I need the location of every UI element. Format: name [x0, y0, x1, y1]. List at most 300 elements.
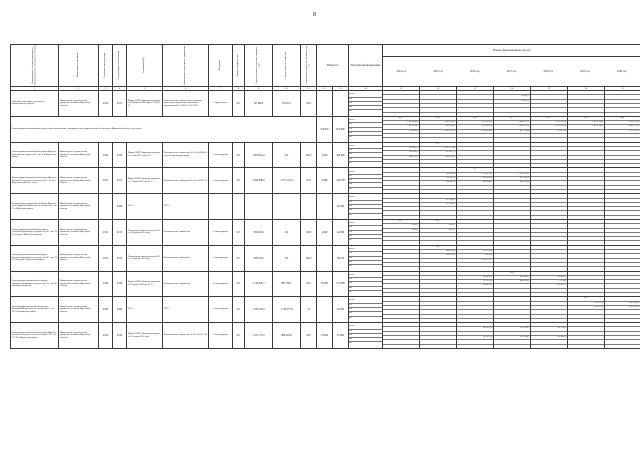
year-values — [457, 220, 494, 246]
fin-source-label: ФБ — [349, 257, 382, 261]
psd-details: Приказ ОГКУ Дирекция автодорог от 01 мая 2013 года № 35 — [127, 142, 163, 168]
column-number: 11 — [301, 86, 317, 91]
year-value — [605, 216, 640, 219]
object-name: Реконструкция автомобильной дороги Жигалово-Казачинское на участке км 67 - км 107 в Казачинском районе — [11, 297, 59, 323]
year-value — [605, 138, 640, 141]
year-2015: 2015 год — [433, 69, 443, 73]
year-value: 1 065 178,6 — [420, 147, 456, 151]
year-value-top: 5,3 — [457, 168, 493, 172]
year-value — [383, 293, 419, 296]
year-value — [494, 138, 530, 141]
fin-source-label: Всего — [349, 299, 382, 303]
year-values — [568, 116, 605, 142]
year-value: 672 589,6 — [494, 177, 530, 181]
fin-source-list — [349, 245, 383, 271]
year-values — [605, 194, 640, 220]
section-title: Реконструкция автомобильных дорог общего пользования, находящихся в государственной собственности Иркутской области, в том числе: — [11, 116, 317, 142]
year-value: 1 452 760,3 — [568, 121, 604, 125]
year-values — [457, 168, 494, 194]
fin-source-label: ФБ — [349, 205, 382, 209]
column-number: 12 — [317, 86, 333, 91]
ownership — [233, 194, 245, 220]
year-value-top: 39,3 — [531, 117, 567, 121]
fin-source-list — [349, 116, 383, 142]
object-name: Реконструкция автомобильной дороги Иркутск-Большое Голоустное на участке км 21 - км 25 в Иркутском районе (2 этап) — [11, 168, 59, 194]
year-value — [420, 164, 456, 167]
year-value: 1 086 171,8 — [605, 125, 640, 129]
year-value — [457, 267, 493, 270]
year-value — [568, 138, 604, 141]
year-values — [568, 91, 605, 117]
fin-source-label: ВБ — [349, 110, 352, 113]
year-values — [605, 323, 640, 349]
fin-source-label: ОБ — [349, 226, 382, 230]
column-number: 7 — [209, 86, 233, 91]
year-value — [605, 113, 640, 116]
year-value: 1 343 202,0 — [605, 302, 640, 306]
year-value: 257 877,3 — [420, 151, 456, 155]
capacity-unit: 3,000 — [317, 142, 333, 168]
psd-details: Приказ ОГКУ Дирекция автодорог от 10 ноября 2016 года — [127, 323, 163, 349]
year-value: 73 194,8 — [531, 280, 567, 284]
year-value: 182 613,8 — [457, 336, 493, 340]
year-values — [383, 245, 420, 271]
fin-source-label: ОБ — [349, 175, 382, 179]
year-value-top: 4,9 — [383, 220, 419, 224]
expertise-details: Положительное заключение № 38-1-4-0177-16 — [163, 323, 209, 349]
work-type — [209, 194, 233, 220]
investment-program-table — [10, 44, 640, 349]
year-values — [457, 323, 494, 349]
fin-source-label: ФБ — [349, 128, 382, 132]
psd-details: Распоряжение министерства № 03 от 18 декабря 2014 года — [127, 220, 163, 246]
fin-source-label: Всего — [349, 196, 382, 200]
psd-details: 2017 г. — [127, 297, 163, 323]
year-value: 56 201,2 — [494, 95, 530, 99]
year-values — [494, 220, 531, 246]
year-value — [605, 164, 640, 167]
year-value: 5 626,2 — [383, 229, 419, 233]
year-values — [494, 91, 531, 117]
end-year: 2017 — [113, 91, 127, 117]
year-value: 1 460 373,2 — [494, 121, 530, 125]
readiness: 100,0 — [301, 142, 317, 168]
year-values — [531, 116, 568, 142]
year-value — [568, 113, 604, 116]
year-values — [531, 142, 568, 168]
fin-source-label: ВБ — [349, 161, 352, 164]
estimate-cost — [245, 194, 273, 220]
capacity-unit: 35,000 — [317, 271, 333, 297]
year-values — [494, 194, 531, 220]
year-values — [531, 245, 568, 271]
column-number: 21 — [605, 86, 640, 91]
fin-source-label: ВБ — [349, 213, 352, 216]
start-year: 2015 — [99, 245, 113, 271]
fin-source-label: МБ — [349, 106, 382, 110]
psd-details: 2017 г. — [127, 194, 163, 220]
page-number: 8 — [313, 12, 316, 18]
object-row — [11, 297, 640, 323]
year-value — [605, 267, 640, 270]
header-readiness: Техническая готовность на начало года, % — [301, 45, 317, 87]
year-value — [494, 113, 530, 116]
year-value: 161 063,0 — [420, 177, 456, 181]
object-row — [11, 168, 640, 194]
end-year: 2018 — [113, 271, 127, 297]
fin-source-list — [349, 297, 383, 323]
year-value — [457, 113, 493, 116]
year-values — [568, 271, 605, 297]
year-values — [494, 323, 531, 349]
year-value — [457, 345, 493, 348]
year-value — [531, 113, 567, 116]
column-number: 10 — [273, 86, 301, 91]
year-value-top: 1,4 — [568, 117, 604, 121]
fin-source-label: ВБ — [349, 342, 352, 345]
fin-source-label: МБ — [349, 158, 382, 162]
year-value: 506 769,2 — [383, 156, 419, 160]
year-values — [494, 168, 531, 194]
year-values — [420, 220, 457, 246]
fin-source-label: ФБ — [349, 231, 382, 235]
fin-source-label: Всего — [349, 222, 382, 226]
fin-source-label: МБ — [349, 183, 382, 187]
year-values — [383, 142, 420, 168]
year-value: 227 985,2 — [420, 203, 456, 207]
capacity-plan: 97,000 — [333, 323, 349, 349]
year-value: 486 024,2 — [494, 280, 530, 284]
start-year: 2019 — [99, 297, 113, 323]
capacity-plan — [333, 91, 349, 117]
year-value — [531, 267, 567, 270]
year-values — [457, 271, 494, 297]
capacity-plan: 852,690 — [333, 116, 349, 142]
column-number: 16 — [420, 86, 457, 91]
section-row — [11, 116, 640, 142]
remaining-cost: 1 075 123,4 — [273, 168, 301, 194]
fin-source-label: МБ — [349, 338, 382, 342]
fin-source-label: ОБ — [349, 123, 382, 127]
year-values — [420, 116, 457, 142]
work-type: Реконструкция — [209, 297, 233, 323]
year-value-top: 20,9 — [568, 297, 604, 301]
year-values — [531, 271, 568, 297]
year-value — [605, 241, 640, 244]
work-type: Строительство — [209, 91, 233, 117]
year-value: 134 521,0 — [531, 130, 567, 134]
object-row — [11, 245, 640, 271]
year-value: 3 016 257,0 — [420, 130, 456, 134]
fin-source-label: ВБ — [349, 136, 352, 139]
customer: Министерство строительства, дорожного хозяйства Иркутской области — [59, 297, 99, 323]
fin-source-list — [349, 142, 383, 168]
year-value — [531, 293, 567, 296]
readiness: 59,9 — [301, 91, 317, 117]
end-year: 2015 — [113, 220, 127, 246]
header-psd: Реквизиты ПСД — [127, 45, 163, 87]
year-value-top: 38,0 — [605, 117, 640, 121]
year-values — [420, 142, 457, 168]
capacity-plan: 157,000 — [333, 271, 349, 297]
header-ownership: Форма собственности — [233, 45, 245, 87]
customer: Министерство строительства, дорожного хозяйства Иркутской области — [59, 245, 99, 271]
year-values — [494, 142, 531, 168]
year-2020: 2020 год — [616, 69, 627, 73]
column-number: 14 — [349, 86, 383, 91]
year-values — [420, 168, 457, 194]
year-2018: 2018 год — [543, 69, 553, 73]
object-name: Устройство мостовых переходов на автомобильных дорогах — [11, 91, 59, 117]
year-value: 4 914,9 — [457, 254, 493, 258]
year-value-top: 23,8 — [457, 117, 493, 121]
object-name: Реконструкция автомобильной дороги Тулюшка-Бурхайбарс на участке км 173 - км 195 в Куйтунском районе — [11, 271, 59, 297]
column-number: 18 — [494, 86, 531, 91]
fin-source-label: ОБ — [349, 278, 382, 282]
year-values — [568, 194, 605, 220]
year-values — [420, 91, 457, 117]
fin-source-label: ОБ — [349, 252, 382, 256]
column-number: 5 — [127, 86, 163, 91]
column-number: 13 — [333, 86, 349, 91]
year-value — [568, 319, 604, 322]
year-values — [605, 91, 640, 117]
end-year: 2017 — [113, 168, 127, 194]
year-value — [457, 138, 493, 141]
year-value: 150 403,8 — [420, 181, 456, 185]
year-value: 001 244,0 — [494, 130, 530, 134]
year-value: 1 453 262,9 — [531, 121, 567, 125]
fin-source-label: ВБ — [349, 290, 352, 293]
work-type: Реконструкция — [209, 271, 233, 297]
year-2017: 2017 год — [506, 69, 517, 73]
fin-source-list — [349, 168, 383, 194]
year-value — [605, 190, 640, 193]
customer: Министерство строительства, дорожного хозяйства Иркутской области — [59, 220, 99, 246]
fin-source-label: Всего — [349, 119, 382, 123]
year-values — [383, 323, 420, 349]
year-value: 852 456,0 — [457, 177, 493, 181]
year-value: 1 139 965,2 — [605, 130, 640, 134]
fin-source-list — [349, 271, 383, 297]
expertise-details: Положительное заключение — [163, 245, 209, 271]
year-value — [420, 216, 456, 219]
year-value: 5 626,2 — [383, 224, 419, 228]
year-value-top: 8,7 — [494, 117, 530, 121]
year-value — [457, 164, 493, 167]
year-value — [420, 190, 456, 193]
year-value: 135 768,8 — [457, 250, 493, 254]
end-year: 2015 — [113, 245, 127, 271]
fin-source-label: Всего — [349, 93, 382, 97]
year-value: 241 671,3 — [531, 284, 567, 288]
fin-source-label: ФБ — [349, 102, 382, 106]
year-value — [494, 267, 530, 270]
column-number: 9 — [245, 86, 273, 91]
year-values — [568, 220, 605, 246]
fin-source-label: МБ — [349, 209, 382, 213]
readiness — [301, 194, 317, 220]
year-value — [568, 241, 604, 244]
header-capacity: Мощность — [317, 45, 349, 87]
year-value — [568, 190, 604, 193]
fin-source-label: МБ — [349, 312, 382, 316]
fin-source-list — [349, 220, 383, 246]
year-value-top: 15,0 — [494, 272, 530, 276]
estimate-cost: 1 130 695,7 — [245, 271, 273, 297]
capacity-plan: 36,100 — [333, 245, 349, 271]
year-values — [383, 271, 420, 297]
customer: Министерство строительства, дорожного хозяйства Иркутской области — [59, 271, 99, 297]
year-value — [420, 241, 456, 244]
year-value: 385 096,6 — [383, 151, 419, 155]
fin-source-label: МБ — [349, 132, 382, 136]
column-number: 19 — [531, 86, 568, 91]
fin-source-label: ФБ — [349, 334, 382, 338]
year-value — [383, 190, 419, 193]
column-number: 1 — [11, 86, 59, 91]
year-value: 463 128,3 — [420, 125, 456, 129]
capacity-unit: 8,496 — [317, 168, 333, 194]
year-value: 792 807,2 — [383, 147, 419, 151]
fin-source-label: ВБ — [349, 187, 352, 190]
year-value — [568, 293, 604, 296]
year-values — [531, 168, 568, 194]
start-year: 2012 — [99, 220, 113, 246]
year-value: 523 154,7 — [383, 125, 419, 129]
year-value — [457, 241, 493, 244]
year-values — [568, 245, 605, 271]
year-value-top: 3,3 — [420, 143, 456, 147]
header-work-type: Вид работ — [209, 45, 233, 87]
year-value — [383, 241, 419, 244]
start-year: 2014 — [99, 142, 113, 168]
remaining-cost: 1 749 377,6 — [273, 297, 301, 323]
estimate-cost: 1 343 202,0 — [245, 297, 273, 323]
year-values — [420, 323, 457, 349]
header-row — [11, 45, 640, 87]
year-value — [420, 113, 456, 116]
year-values — [605, 220, 640, 246]
year-value: 1 702 607,0 — [457, 125, 493, 129]
year-value — [531, 190, 567, 193]
object-name: Реконструкция автомобильной дороги Иркутск-Листвянка на участке км 8 - км 12 в Иркутском районе — [11, 142, 59, 168]
object-name: Реконструкция автомобильной дороги Иркутск-Усть-Ордынский-Жигалово на участке км 1 - км 77 в Иркутском районе — [11, 194, 59, 220]
remaining-cost: 56 201,2 — [273, 91, 301, 117]
column-number: 4 — [113, 86, 127, 91]
fin-source-label: ФБ — [349, 179, 382, 183]
estimate-cost: 3 590 866,0 — [245, 168, 273, 194]
object-name: Реконструкция автомобильной дороги Тулюшка-Бурхайбарс на участке км 101 - км 173 (I очередь) в Куйтунском районе — [11, 220, 59, 246]
ownership: ОС — [233, 220, 245, 246]
year-value — [420, 267, 456, 270]
ownership: ОС — [233, 297, 245, 323]
year-value — [568, 216, 604, 219]
year-value — [605, 319, 640, 322]
year-value — [420, 293, 456, 296]
column-number: 3 — [99, 86, 113, 91]
fin-source-label: ВБ — [349, 239, 352, 242]
year-values — [568, 297, 605, 323]
year-value-top: 4,9 — [383, 117, 419, 121]
remaining-cost: 0,0 — [273, 245, 301, 271]
work-type: Реконструкция — [209, 142, 233, 168]
year-values — [457, 116, 494, 142]
fin-source-label: ВБ — [349, 265, 352, 268]
fin-source-list — [349, 323, 383, 349]
year-values — [531, 323, 568, 349]
expertise-details: Положительное заключение — [163, 271, 209, 297]
year-value: 904 186,1 — [457, 181, 493, 185]
year-value — [383, 138, 419, 141]
year-values — [494, 116, 531, 142]
column-number: 8 — [233, 86, 245, 91]
year-values — [420, 245, 457, 271]
ownership: ОС — [233, 271, 245, 297]
header-object: Наименование объекта капитального строительства (местоположение объекта) — [11, 45, 59, 87]
year-value: 3 469 385,3 — [420, 121, 456, 125]
year-value: 349 820,8 — [457, 276, 493, 280]
ownership: ОС — [233, 142, 245, 168]
start-year: 2015 — [99, 168, 113, 194]
year-values — [383, 220, 420, 246]
year-value — [420, 345, 456, 348]
year-values — [457, 142, 494, 168]
year-value — [494, 319, 530, 322]
header-fin-volumes: Объемы финансирования, тыс руб 2014 год 2015 год 2016 год 2017 год 2018 год 2019 год 2020 год — [383, 45, 640, 87]
object-row — [11, 142, 640, 168]
year-value-top: 4,0 — [420, 220, 456, 224]
year-value: 5 626,2 — [420, 229, 456, 233]
year-value: 1 459 129,2 — [494, 125, 530, 129]
year-values — [457, 194, 494, 220]
object-row — [11, 323, 640, 349]
customer: Министерство строительства, дорожного хозяйства Иркутской области — [59, 323, 99, 349]
year-value: 227 985,2 — [420, 199, 456, 203]
year-value — [383, 267, 419, 270]
object-row — [11, 271, 640, 297]
year-2014: 2014 год — [396, 69, 407, 73]
year-value — [531, 164, 567, 167]
year-value: 204 122,8 — [420, 254, 456, 258]
year-values — [494, 245, 531, 271]
year-values — [420, 194, 457, 220]
year-value: 5 626,2 — [420, 224, 456, 228]
year-value — [494, 345, 530, 348]
object-name: Реконструкция автомобильной дороги Иркутск-Большое Голоустное на участке км 40+700 - км 73+000 в Иркутском районе — [11, 323, 59, 349]
year-value: 1 756 372,9 — [457, 173, 493, 177]
year-values — [383, 116, 420, 142]
year-value — [531, 138, 567, 141]
header-customer: Наименование заказчика — [59, 45, 99, 87]
column-number: 17 — [457, 86, 494, 91]
year-value — [568, 267, 604, 270]
year-values — [568, 142, 605, 168]
work-type: Реконструкция — [209, 323, 233, 349]
year-values — [605, 245, 640, 271]
capacity-plan: 42,000 — [333, 220, 349, 246]
end-year: 2020 — [113, 194, 127, 220]
year-value: 130 753,9 — [457, 259, 493, 263]
year-value — [420, 319, 456, 322]
customer: Министерство строительства, дорожного хозяйства Иркутской области — [59, 168, 99, 194]
fin-source-label: ОБ — [349, 330, 382, 334]
end-year: 2019 — [113, 323, 127, 349]
year-values — [605, 271, 640, 297]
year-value — [531, 216, 567, 219]
year-values — [531, 297, 568, 323]
year-values — [420, 297, 457, 323]
